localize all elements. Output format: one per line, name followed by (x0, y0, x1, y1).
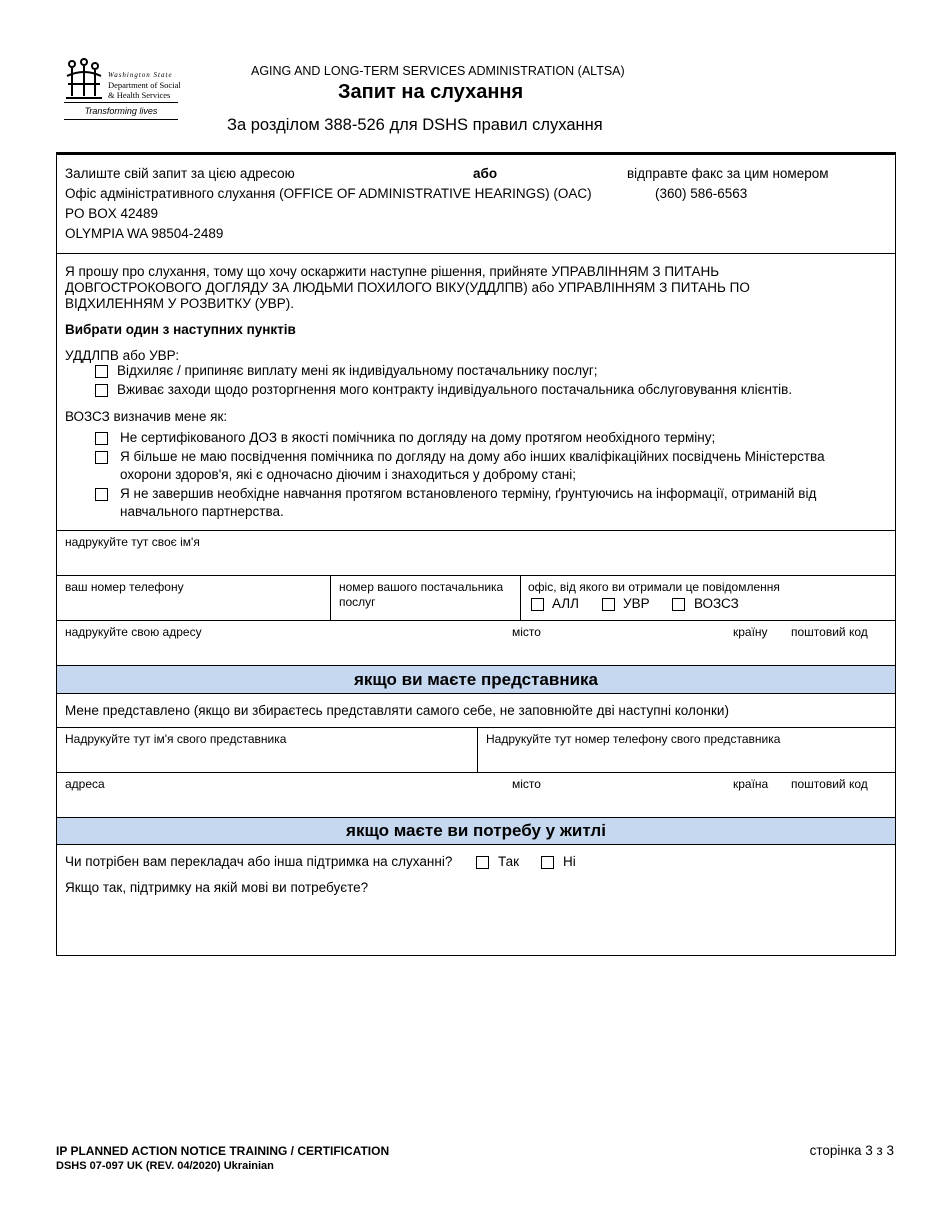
representative-country-label: країна (733, 777, 769, 791)
name-field-label: надрукуйте тут своє ім'я (65, 535, 200, 549)
language-question: Якщо так, підтримку на якій мові ви потребуєте? (65, 880, 369, 895)
logo-line1: Department of Social (108, 80, 181, 90)
no-credential-label-line2: охорони здоров'я, які є одночасно діючим і знаходиться у доброму стані; (120, 467, 576, 482)
office-uvr-label: УВР (623, 596, 650, 611)
agency-name: AGING AND LONG-TERM SERVICES ADMINISTRATION (ALTSA) (251, 64, 625, 78)
phone-field-label: ваш номер телефону (65, 580, 184, 594)
page-title: Запит на слухання (338, 81, 524, 103)
choose-one-heading: Вибрати один з наступних пунктів (65, 322, 296, 337)
language-field[interactable] (57, 900, 895, 954)
terminate-contract-label: Вживає заходи щодо розторгнення мого контракту індивідуального постачальника обслуговування клієнтів. (117, 382, 793, 397)
logo-line2: & Health Services (108, 90, 171, 100)
leave-request-label: Залиште свій запит за цією адресою (65, 166, 295, 181)
terminate-contract-checkbox[interactable] (95, 384, 108, 397)
city-field-label: місто (512, 625, 541, 639)
representative-address-label: адреса (65, 777, 105, 791)
no-training-checkbox[interactable] (95, 488, 108, 501)
office-name: Офіс адміністративного слухання (OFFICE OF ADMINISTRATIVE HEARINGS) (OAC) (65, 186, 592, 201)
interpreter-yes-label: Так (498, 854, 520, 869)
interpreter-question: Чи потрібен вам перекладач або інша підтримка на слуханні? (65, 854, 453, 869)
fax-number: (360) 586-6563 (655, 186, 748, 201)
office-all-label: АЛЛ (552, 596, 580, 611)
logo-tagline: Transforming lives (84, 106, 158, 116)
no-training-label-line1: Я не завершив необхідне навчання протягом встановленого терміну, ґрунтуючись на інформації, отриманій від (120, 486, 817, 501)
representative-address-field[interactable] (57, 773, 895, 816)
hearing-request-form (56, 152, 896, 956)
representative-phone-label: Надрукуйте тут номер телефону свого представника (486, 732, 781, 746)
logo-divider (64, 119, 178, 120)
housing-section-header: якщо маєте ви потребу у житлі (57, 817, 895, 845)
country-field-label: країну (733, 625, 768, 639)
fax-label: відправте факс за цим номером (627, 166, 829, 181)
name-field[interactable] (57, 531, 895, 574)
representative-zip-label: поштовий код (791, 777, 868, 791)
representative-note: Мене представлено (якщо ви збираєтесь представляти самого себе, не заповнюйте дві наступні колонки) (65, 703, 729, 718)
deny-payment-checkbox[interactable] (95, 365, 108, 378)
page-number: сторінка 3 з 3 (809, 1143, 894, 1158)
group2-label: ВОЗСЗ визначив мене як: (65, 409, 228, 424)
interpreter-no-label: Ні (563, 854, 576, 869)
office-vozsz-checkbox[interactable] (672, 598, 685, 611)
provider-number-label-line2: послуг (339, 595, 376, 609)
po-box: PO BOX 42489 (65, 206, 159, 221)
not-certified-label: Не сертифікованого ДОЗ в якості помічника по догляду на дому протягом необхідного терміну; (120, 430, 716, 445)
deny-payment-label: Відхиляє / припиняє виплату мені як індивідуальному постачальнику послуг; (117, 363, 598, 378)
address-field-label: надрукуйте свою адресу (65, 625, 202, 639)
or-label: або (473, 166, 498, 181)
zip-field-label: поштовий код (791, 625, 868, 639)
not-certified-checkbox[interactable] (95, 432, 108, 445)
office-vozsz-label: ВОЗСЗ (694, 596, 739, 611)
group1-label: УДДЛПВ або УВР: (65, 348, 180, 363)
no-credential-checkbox[interactable] (95, 451, 108, 464)
office-field-label: офіс, від якого ви отримали це повідомлення (528, 580, 780, 594)
request-intro-line2: ДОВГОСТРОКОВОГО ДОГЛЯДУ ЗА ЛЮДЬМИ ПОХИЛОГО ВІКУ(УДДЛПВ) або УПРАВЛІННЯМ З ПИТАНЬ ПО (65, 280, 750, 295)
logo-state: Washington State (108, 71, 173, 79)
office-city: OLYMPIA WA 98504-2489 (65, 226, 224, 241)
representative-section-header: якщо ви маєте представника (57, 665, 895, 694)
no-training-label-line2: навчального партнерства. (120, 504, 284, 519)
divider (57, 253, 895, 254)
logo-divider (64, 102, 178, 103)
representative-city-label: місто (512, 777, 541, 791)
footer-form-number: DSHS 07-097 UK (REV. 04/2020) Ukrainian (56, 1160, 274, 1172)
request-intro-line3: ВІДХИЛЕННЯМ У РОЗВИТКУ (УВР). (65, 296, 295, 311)
page-subtitle: За розділом 388-526 для DSHS правил слухання (227, 116, 603, 134)
provider-number-label-line1: номер вашого постачальника (339, 580, 504, 594)
office-all-checkbox[interactable] (531, 598, 544, 611)
representative-name-label: Надрукуйте тут ім'я свого представника (65, 732, 287, 746)
no-credential-label-line1: Я більше не маю посвідчення помічника по догляду на дому або інших кваліфікаційних посвідчень Міністерства (120, 449, 825, 464)
request-intro-line1: Я прошу про слухання, тому що хочу оскаржити наступне рішення, прийняте УПРАВЛІННЯМ З ПИТАНЬ (65, 264, 720, 279)
interpreter-no-checkbox[interactable] (541, 856, 554, 869)
dshs-figures-icon (64, 58, 104, 100)
footer-form-title: IP PLANNED ACTION NOTICE TRAINING / CERTIFICATION (56, 1144, 390, 1158)
office-uvr-checkbox[interactable] (602, 598, 615, 611)
interpreter-yes-checkbox[interactable] (476, 856, 489, 869)
